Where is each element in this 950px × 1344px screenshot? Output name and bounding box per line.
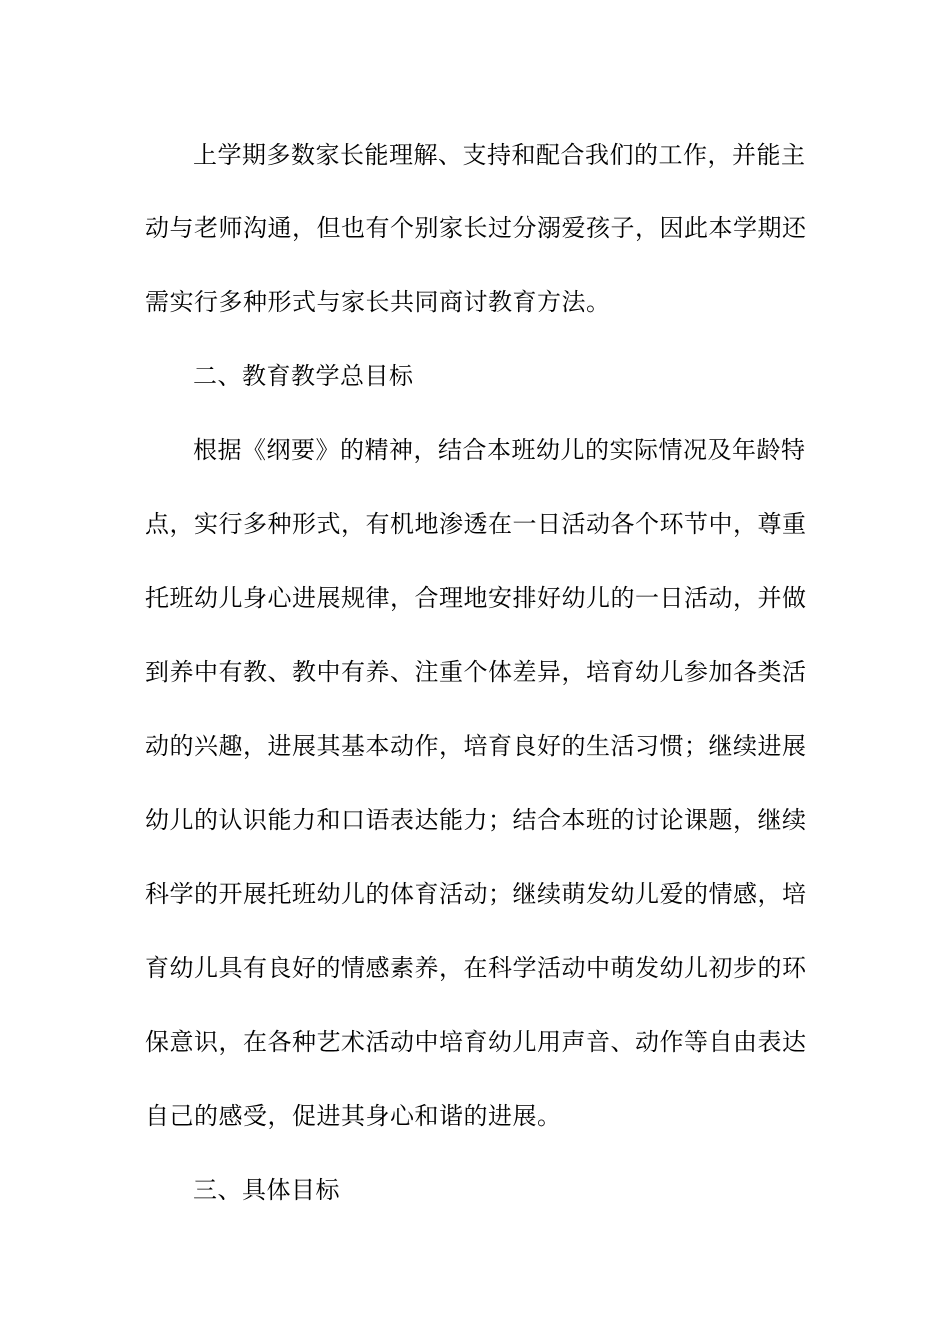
paragraph-2-line-9: 保意识，在各种艺术活动中培育幼儿用声音、动作等自由表达 <box>145 1028 807 1056</box>
paragraph-2-line-7: 科学的开展托班幼儿的体育活动；继续萌发幼儿爱的情感，培 <box>145 880 807 908</box>
paragraph-2-line-5: 动的兴趣，进展其基本动作，培育良好的生活习惯；继续进展 <box>145 732 807 760</box>
section-heading-2: 二、教育教学总目标 <box>193 362 414 390</box>
paragraph-2-line-1: 根据《纲要》的精神，结合本班幼儿的实际情况及年龄特 <box>193 436 806 464</box>
paragraph-2-line-4: 到养中有教、教中有养、注重个体差异，培育幼儿参加各类活 <box>145 658 807 686</box>
paragraph-2-line-8: 育幼儿具有良好的情感素养，在科学活动中萌发幼儿初步的环 <box>145 954 807 982</box>
paragraph-2-line-6: 幼儿的认识能力和口语表达能力；结合本班的讨论课题，继续 <box>145 806 807 834</box>
paragraph-1-line-2: 动与老师沟通，但也有个别家长过分溺爱孩子，因此本学期还 <box>145 214 807 242</box>
paragraph-2-line-10: 自己的感受，促进其身心和谐的进展。 <box>145 1102 562 1130</box>
section-heading-3: 三、具体目标 <box>193 1176 340 1204</box>
paragraph-1-line-1: 上学期多数家长能理解、支持和配合我们的工作，并能主 <box>193 141 806 169</box>
paragraph-2-line-3: 托班幼儿身心进展规律，合理地安排好幼儿的一日活动，并做 <box>145 584 807 612</box>
paragraph-1-line-3: 需实行多种形式与家长共同商讨教育方法。 <box>145 288 611 316</box>
paragraph-2-line-2: 点，实行多种形式，有机地渗透在一日活动各个环节中，尊重 <box>145 510 807 538</box>
